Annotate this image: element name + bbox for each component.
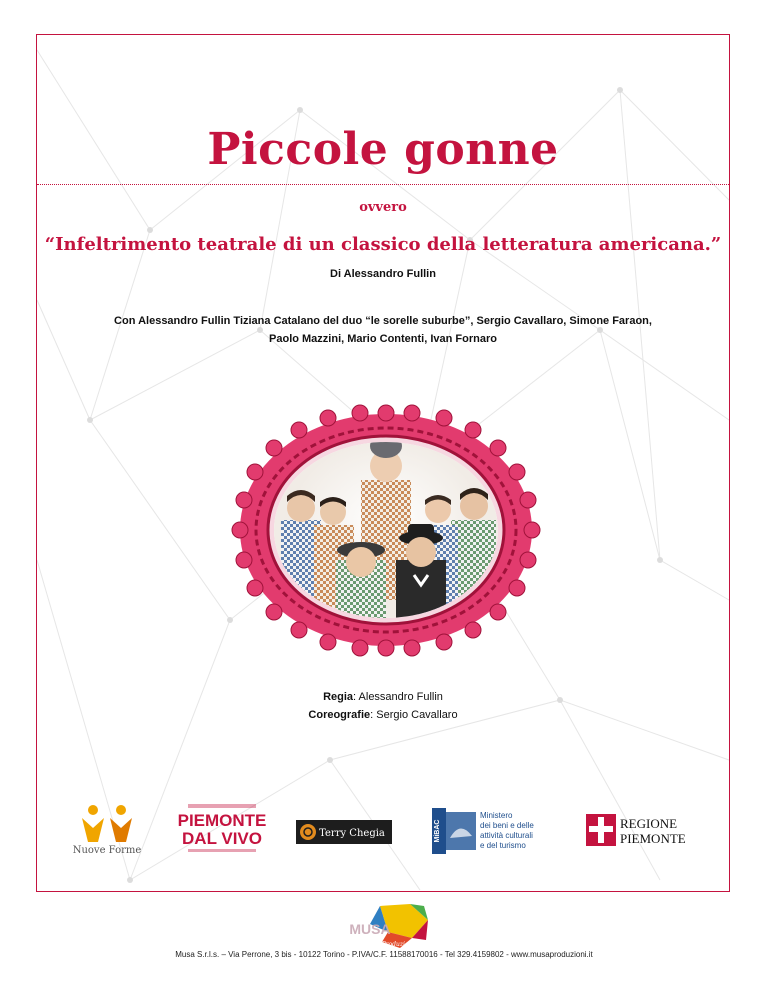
musa-logo xyxy=(340,902,430,950)
cast-line-1: Con Alessandro Fullin Tiziana Catalano del duo “le sorelle suburbe”, Sergio Cavallaro, Simone Faraon, xyxy=(114,315,652,327)
sponsor-logos xyxy=(60,800,710,860)
piemonte-dal-vivo-logo xyxy=(177,800,267,858)
svg-text:Nuove Forme: Nuove Forme xyxy=(72,845,142,856)
svg-text:MUSA: MUSA xyxy=(349,921,391,937)
mibac-logo xyxy=(432,808,544,854)
svg-text:Ministero: Ministero xyxy=(480,811,513,820)
page-title: Piccole gonne xyxy=(207,124,559,175)
regione-piemonte-logo xyxy=(586,814,694,848)
svg-text:e del turismo: e del turismo xyxy=(480,841,526,850)
svg-text:PIEMONTE: PIEMONTE xyxy=(177,811,267,830)
title-divider xyxy=(37,184,729,185)
author-line: Di Alessandro Fullin xyxy=(330,268,436,280)
regia-line: Regia: Alessandro Fullin xyxy=(323,691,443,703)
coreografie-line: Coreografie: Sergio Cavallaro xyxy=(308,709,458,721)
credits xyxy=(37,688,729,724)
svg-text:dei beni e delle: dei beni e delle xyxy=(480,821,534,830)
nuove-forme-logo xyxy=(68,802,146,858)
ovvero-text: ovvero xyxy=(359,200,407,215)
svg-text:Terry Chegia: Terry Chegia xyxy=(319,828,385,839)
svg-text:PIEMONTE: PIEMONTE xyxy=(620,831,686,846)
terry-chegia-logo xyxy=(296,820,392,844)
footer-address: Musa S.r.l.s. – Via Perrone, 3 bis - 10122 Torino - P.IVA/C.F. 11588170016 - Tel 329.4159802 - www.musaproduzioni.it xyxy=(175,950,593,959)
cast-line-2: Paolo Mazzini, Mario Contenti, Ivan Fornaro xyxy=(269,333,497,345)
cast-list xyxy=(80,312,686,348)
svg-text:Produzioni: Produzioni xyxy=(381,941,415,948)
svg-text:REGIONE: REGIONE xyxy=(620,816,678,831)
svg-text:DAL VIVO: DAL VIVO xyxy=(182,829,262,848)
svg-text:MiBAC: MiBAC xyxy=(434,819,441,843)
svg-text:attività culturali: attività culturali xyxy=(480,831,533,840)
cast-photo-oval-frame xyxy=(236,410,536,650)
subtitle: “Infeltrimento teatrale di un classico della letteratura americana.” xyxy=(44,234,722,255)
